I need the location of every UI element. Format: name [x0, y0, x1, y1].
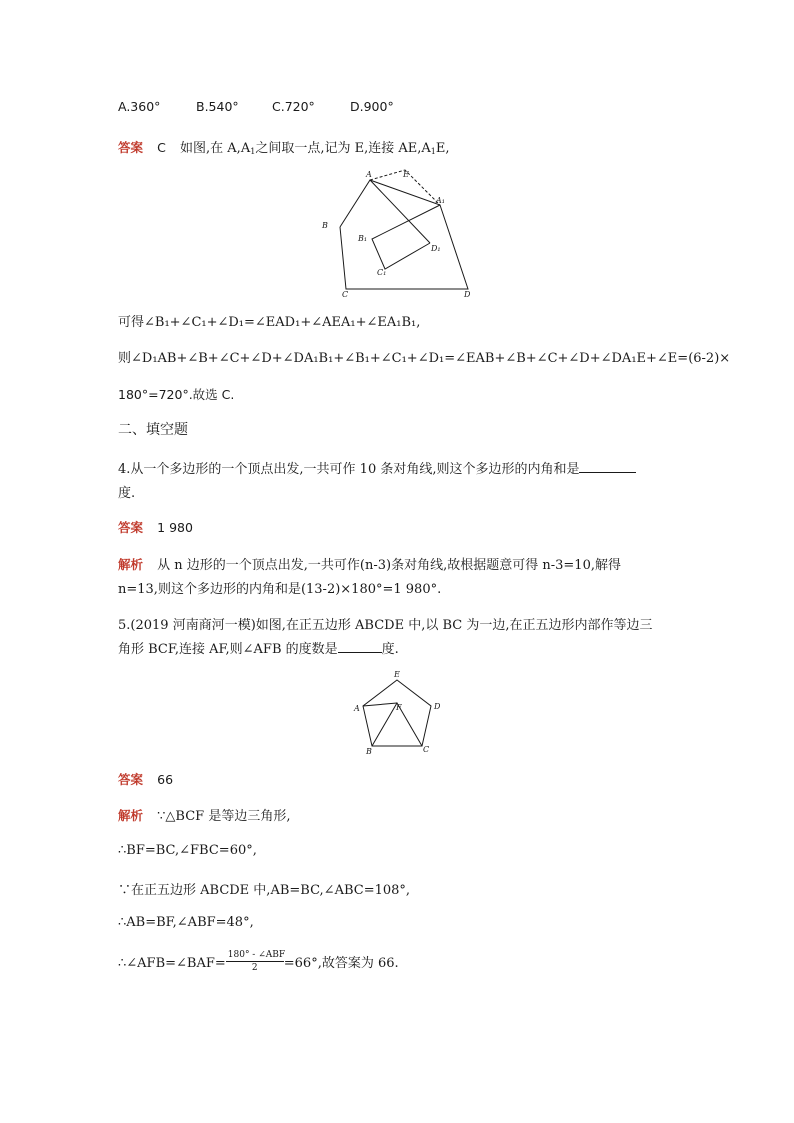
label-b1: B₁ [358, 234, 368, 243]
option-a: A.360° [118, 99, 161, 114]
q3-line-a: 可得∠B₁+∠C₁+∠D₁=∠EAD₁+∠AEA₁+∠EA₁B₁, [118, 315, 421, 330]
q3-line-b: 则∠D₁AB+∠B+∠C+∠D+∠DA₁B₁+∠B₁+∠C₁+∠D₁=∠EAB+∠B+∠C+∠D+∠DA₁E+∠E=(6-2)× [118, 351, 731, 366]
inner-polyline [372, 205, 440, 269]
label-c: C [342, 290, 349, 299]
segment-a-d1 [370, 180, 430, 243]
q5-answer-line [118, 770, 173, 788]
label-c1: C₁ [377, 268, 387, 277]
q4-text: 4.从一个多边形的一个顶点出发,一共可作 10 条对角线,则这个多边形的内角和是 [118, 458, 636, 477]
label-b: B [322, 221, 328, 230]
label-e: E [394, 670, 400, 679]
answer-label: 答案 [118, 772, 144, 787]
answer-value: 66 [157, 772, 174, 787]
q5-analysis-line-4: ∴AB=BF,∠ABF=48°, [118, 915, 254, 930]
option-b: B.540° [196, 99, 239, 114]
label-a: A [354, 704, 360, 713]
fraction-denominator: 2 [251, 963, 258, 973]
label-c: C [423, 745, 430, 754]
fraction-numerator: 180° - ∠ABF [227, 950, 286, 960]
option-c: C.720° [272, 99, 315, 114]
q4-analysis-line-1: 解析 从 n 边形的一个顶点出发,一共可作(n-3)条对角线,故根据题意可得 n-3=10,解得 [118, 557, 621, 573]
answer-value: 1 980 [157, 520, 193, 535]
explanation-text: 如图,在 $A,A_1$之间取一点,记为 E,连接 $AE,A_1E$, [180, 141, 450, 156]
section-title: 二、填空题 [118, 422, 188, 438]
label-d: D [434, 702, 441, 711]
pentagon [363, 680, 431, 746]
fraction [226, 950, 284, 973]
q5-analysis-line-3: ∵在正五边形 ABCDE 中,AB=BC,∠ABC=108°, [118, 883, 411, 898]
answer-label: 答案 [118, 520, 144, 535]
q3-answer-line [118, 137, 449, 156]
answer-blank [338, 640, 382, 653]
q5-analysis-line-2: ∴BF=BC,∠FBC=60°, [118, 843, 257, 858]
q4-analysis-line-2: n=13,则这个多边形的内角和是(13-2)×180°=1 980°. [118, 582, 442, 597]
label-e: E [403, 170, 409, 179]
pentagon-figure [345, 668, 455, 760]
answer-label: 答案 [118, 140, 144, 155]
q5-analysis-line-1: 解析 ∵△BCF 是等边三角形, [118, 808, 291, 824]
answer-blank [579, 460, 636, 473]
segment-af [363, 703, 397, 706]
q5-text-2: 角形 BCF,连接 AF,则∠AFB 的度数是 度. [118, 642, 399, 657]
polygon-figure [300, 165, 500, 300]
label-d: D [464, 290, 471, 299]
label-a: A [366, 170, 372, 179]
analysis-label: 解析 [118, 557, 144, 572]
answer-value: C [157, 140, 166, 155]
label-d1: D₁ [431, 244, 441, 253]
label-a1: A₁ [436, 196, 445, 205]
analysis-label: 解析 [118, 808, 144, 823]
option-d: D.900° [350, 99, 394, 114]
label-b: B [366, 747, 372, 756]
q5-text-1: 5.(2019 河南商河一模)如图,在正五边形 ABCDE 中,以 BC 为一边,在正五边形内部作等边三 [118, 618, 653, 633]
q5-analysis-line-5: ∴∠AFB=∠BAF= $\frac{\text{180° - ∠ABF}}{2}$ =66°,故答案为 66. [118, 950, 399, 973]
q4-text-end: 度. [118, 486, 136, 501]
q3-line-c: 180°=720°.故选 C. [118, 387, 235, 402]
q4-answer-line [118, 518, 193, 536]
label-f: F [396, 703, 402, 712]
